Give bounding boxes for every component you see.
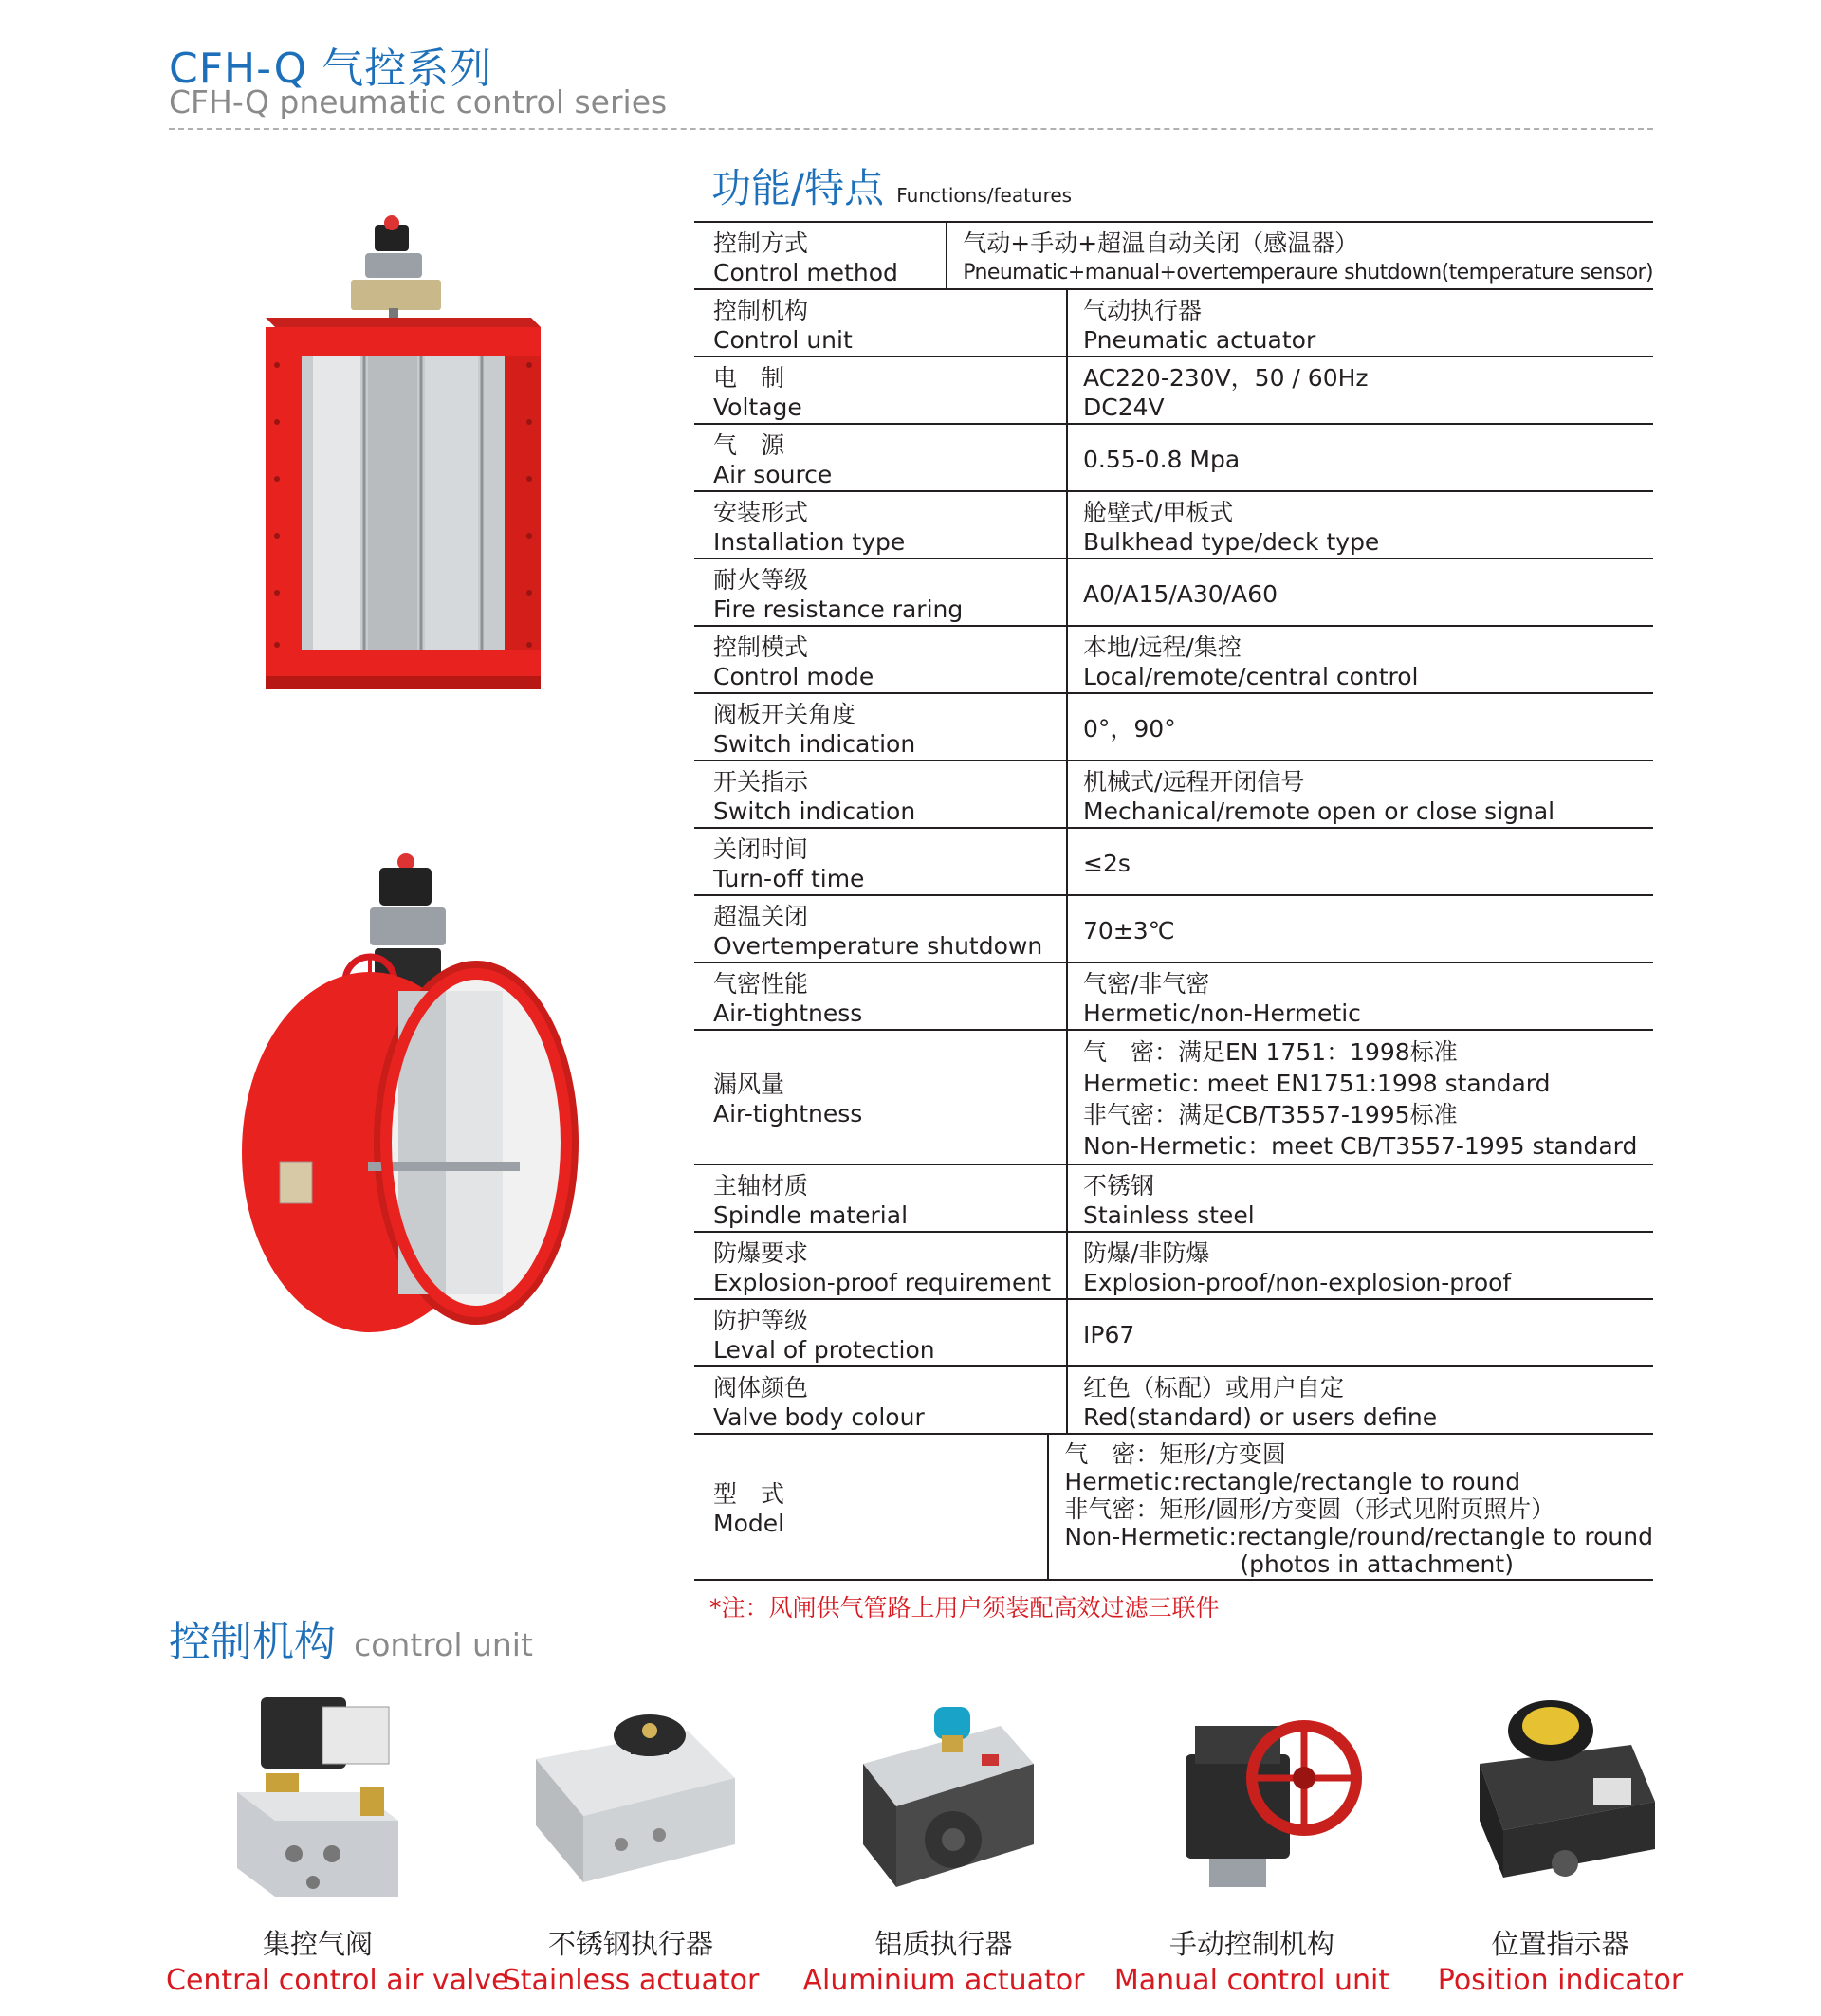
table-row [694, 627, 1653, 694]
spec-value [1068, 357, 1653, 423]
key-en: Installation type [713, 527, 906, 556]
control-unit-item [166, 1688, 509, 1997]
rectangular-damper-image [256, 213, 550, 697]
value-line: IP67 [1083, 1321, 1135, 1348]
table-row [694, 829, 1653, 896]
spec-value [1068, 559, 1653, 625]
spec-table [694, 221, 1653, 1581]
item-label-en: Manual control unit [1113, 1964, 1390, 1997]
page-title: CFH-Q 气控系列 [169, 45, 493, 93]
spec-key [694, 425, 1068, 490]
spec-value [1068, 1300, 1653, 1365]
key-zh: 型 式 [713, 1480, 785, 1508]
value-line: 舱壁式/甲板式 [1083, 498, 1234, 526]
value-line: Hermetic: meet EN1751:1998 standard [1083, 1070, 1551, 1097]
spec-key [694, 1031, 1068, 1164]
value-line: Mechanical/remote open or close signal [1083, 797, 1555, 825]
key-zh: 气密性能 [713, 969, 809, 998]
spec-key [694, 1300, 1068, 1365]
spec-key [694, 627, 1068, 692]
control-unit-item [479, 1688, 782, 1997]
key-en: Turn-off time [713, 864, 865, 892]
functions-title-zh: 功能/特点 [711, 165, 885, 211]
stainless-actuator-icon [517, 1693, 745, 1901]
spec-key [694, 963, 1068, 1029]
value-line: 本地/远程/集控 [1083, 632, 1242, 661]
table-row [694, 963, 1653, 1031]
spec-value [1068, 896, 1653, 962]
value-line: 气动执行器 [1083, 296, 1203, 324]
key-zh: 防护等级 [713, 1306, 809, 1334]
table-row [694, 1367, 1653, 1435]
table-row [694, 223, 1653, 290]
value-line: DC24V [1083, 393, 1165, 421]
page-subtitle: CFH-Q pneumatic control series [169, 83, 668, 120]
key-en: Control unit [713, 325, 853, 354]
key-en: Switch indication [713, 729, 916, 758]
key-en: Air-tightness [713, 1100, 863, 1127]
spec-key [694, 1435, 1049, 1579]
item-label-zh: 铝质执行器 [874, 1928, 1013, 1960]
key-en: Switch indication [713, 797, 916, 825]
table-row [694, 1435, 1653, 1581]
item-label-zh: 集控气阀 [262, 1928, 373, 1960]
spec-value [1068, 1031, 1653, 1164]
value-line: 防爆/非防爆 [1083, 1238, 1210, 1267]
value-line: Hermetic/non-Hermetic [1083, 999, 1361, 1027]
key-zh: 阀体颜色 [713, 1373, 809, 1402]
spec-key [694, 896, 1068, 962]
item-label-en: Position indicator [1437, 1964, 1683, 1997]
table-row [694, 896, 1653, 963]
table-row [694, 559, 1653, 627]
value-line: 非气密：满足CB/T3557-1995标准 [1083, 1101, 1458, 1128]
spec-key [694, 290, 1068, 356]
spec-value [1068, 761, 1653, 827]
table-row [694, 761, 1653, 829]
value-line: ≤2s [1083, 850, 1131, 877]
spec-value [947, 223, 1653, 288]
value-line: Pneumatic actuator [1083, 325, 1316, 354]
key-en: Air source [713, 460, 833, 488]
key-zh: 电 制 [713, 363, 785, 392]
value-line: 气动+手动+超温自动关闭（感温器） [963, 229, 1359, 257]
spec-key [694, 829, 1068, 894]
key-en: Valve body colour [713, 1402, 925, 1431]
item-label-zh: 位置指示器 [1491, 1928, 1629, 1960]
key-en: Air-tightness [713, 999, 863, 1027]
spec-value [1068, 1165, 1653, 1231]
footnote: *注：风闸供气管路上用户须装配高效过滤三联件 [709, 1594, 1220, 1622]
solenoid-valve-icon [209, 1688, 427, 1906]
key-zh: 开关指示 [713, 767, 809, 796]
value-line: Hermetic:rectangle/rectangle to round [1064, 1467, 1521, 1495]
item-label-en: Aluminium actuator [802, 1964, 1085, 1997]
value-line: 机械式/远程开闭信号 [1083, 767, 1305, 796]
item-label-en: Central control air valve [166, 1964, 509, 1997]
table-row [694, 357, 1653, 425]
key-en: Voltage [713, 393, 802, 421]
functions-heading [711, 157, 1072, 214]
spec-value [1068, 1367, 1653, 1433]
value-line: Local/remote/central control [1083, 662, 1419, 690]
key-zh: 主轴材质 [713, 1171, 809, 1200]
value-line: A0/A15/A30/A60 [1083, 580, 1278, 608]
aluminium-actuator-icon [839, 1688, 1048, 1906]
spec-key [694, 1367, 1068, 1433]
control-unit-title-zh: 控制机构 [169, 1618, 336, 1666]
value-line: 非气密：矩形/圆形/方变圆（形式见附页照片） [1064, 1494, 1555, 1523]
control-unit-item [1100, 1688, 1404, 1997]
value-line: AC220-230V，50 / 60Hz [1083, 363, 1369, 392]
table-row [694, 1031, 1653, 1165]
key-zh: 防爆要求 [713, 1238, 809, 1267]
spec-value [1068, 829, 1653, 894]
spec-value [1068, 963, 1653, 1029]
key-zh: 阀板开关角度 [713, 700, 856, 728]
value-line: 0°，90° [1083, 715, 1176, 742]
spec-value [1068, 627, 1653, 692]
table-row [694, 1233, 1653, 1300]
value-line: 70±3℃ [1083, 917, 1175, 944]
spec-key [694, 492, 1068, 558]
spec-value [1068, 290, 1653, 356]
key-en: Control mode [713, 662, 874, 690]
key-zh: 超温关闭 [713, 902, 809, 930]
key-en: Model [713, 1510, 785, 1537]
value-line: Stainless steel [1083, 1200, 1255, 1229]
value-line: 不锈钢 [1083, 1171, 1155, 1200]
control-unit-title-en: control unit [354, 1626, 533, 1663]
key-en: Fire resistance raring [713, 595, 964, 623]
control-unit-heading [169, 1607, 533, 1668]
key-zh: 控制机构 [713, 296, 809, 324]
key-en: Leval of protection [713, 1335, 935, 1364]
table-row [694, 425, 1653, 492]
key-zh: 控制模式 [713, 632, 809, 661]
position-indicator-icon [1451, 1688, 1669, 1906]
table-row [694, 1300, 1653, 1367]
spec-key [694, 761, 1068, 827]
key-zh: 气 源 [713, 431, 785, 459]
table-row [694, 1165, 1653, 1233]
value-line: Bulkhead type/deck type [1083, 527, 1380, 556]
key-zh: 安装形式 [713, 498, 809, 526]
spec-value [1068, 425, 1653, 490]
spec-key [694, 1165, 1068, 1231]
key-zh: 漏风量 [713, 1071, 785, 1098]
spec-key [694, 223, 947, 288]
spec-key [694, 1233, 1068, 1298]
spec-value [1049, 1435, 1653, 1579]
key-en: Spindle material [713, 1200, 909, 1229]
value-line: (photos in attachment) [1240, 1549, 1514, 1578]
item-label-en: Stainless actuator [502, 1964, 760, 1997]
spec-key [694, 357, 1068, 423]
functions-title-en: Functions/features [896, 184, 1073, 207]
table-row [694, 290, 1653, 357]
table-row [694, 492, 1653, 559]
spec-value [1068, 492, 1653, 558]
value-line: 0.55-0.8 Mpa [1083, 446, 1241, 473]
key-zh: 控制方式 [713, 229, 809, 257]
key-zh: 耐火等级 [713, 565, 809, 594]
handwheel-icon [1138, 1688, 1366, 1906]
key-en: Control method [713, 258, 898, 286]
key-en: Explosion-proof requirement [713, 1268, 1052, 1296]
value-line: Non-Hermetic:rectangle/round/rectangle to round [1064, 1522, 1653, 1550]
value-line: 气 密：满足EN 1751：1998标准 [1083, 1038, 1458, 1066]
spec-key [694, 559, 1068, 625]
key-zh: 关闭时间 [713, 834, 809, 863]
spec-value [1068, 1233, 1653, 1298]
key-en: Overtemperature shutdown [713, 931, 1043, 960]
value-line: Non-Hermetic：meet CB/T3557-1995 standard [1083, 1132, 1638, 1160]
item-label-zh: 手动控制机构 [1168, 1928, 1334, 1960]
item-label-zh: 不锈钢执行器 [547, 1928, 713, 1960]
value-line: Explosion-proof/non-explosion-proof [1083, 1268, 1512, 1296]
table-row [694, 694, 1653, 761]
value-line: Red(standard) or users define [1083, 1402, 1438, 1431]
value-line: 气密/非气密 [1083, 969, 1210, 998]
round-damper-image [228, 849, 598, 1380]
spec-value [1068, 694, 1653, 760]
control-unit-item [792, 1688, 1095, 1997]
value-line: Pneumatic+manual+overtemperaure shutdown(temperature sensor) [963, 260, 1653, 284]
value-line: 红色（标配）或用户自定 [1083, 1373, 1345, 1402]
control-unit-item [1408, 1688, 1712, 1997]
spec-key [694, 694, 1068, 760]
header-divider [169, 128, 1653, 130]
value-line: 气 密：矩形/方变圆 [1064, 1439, 1286, 1468]
